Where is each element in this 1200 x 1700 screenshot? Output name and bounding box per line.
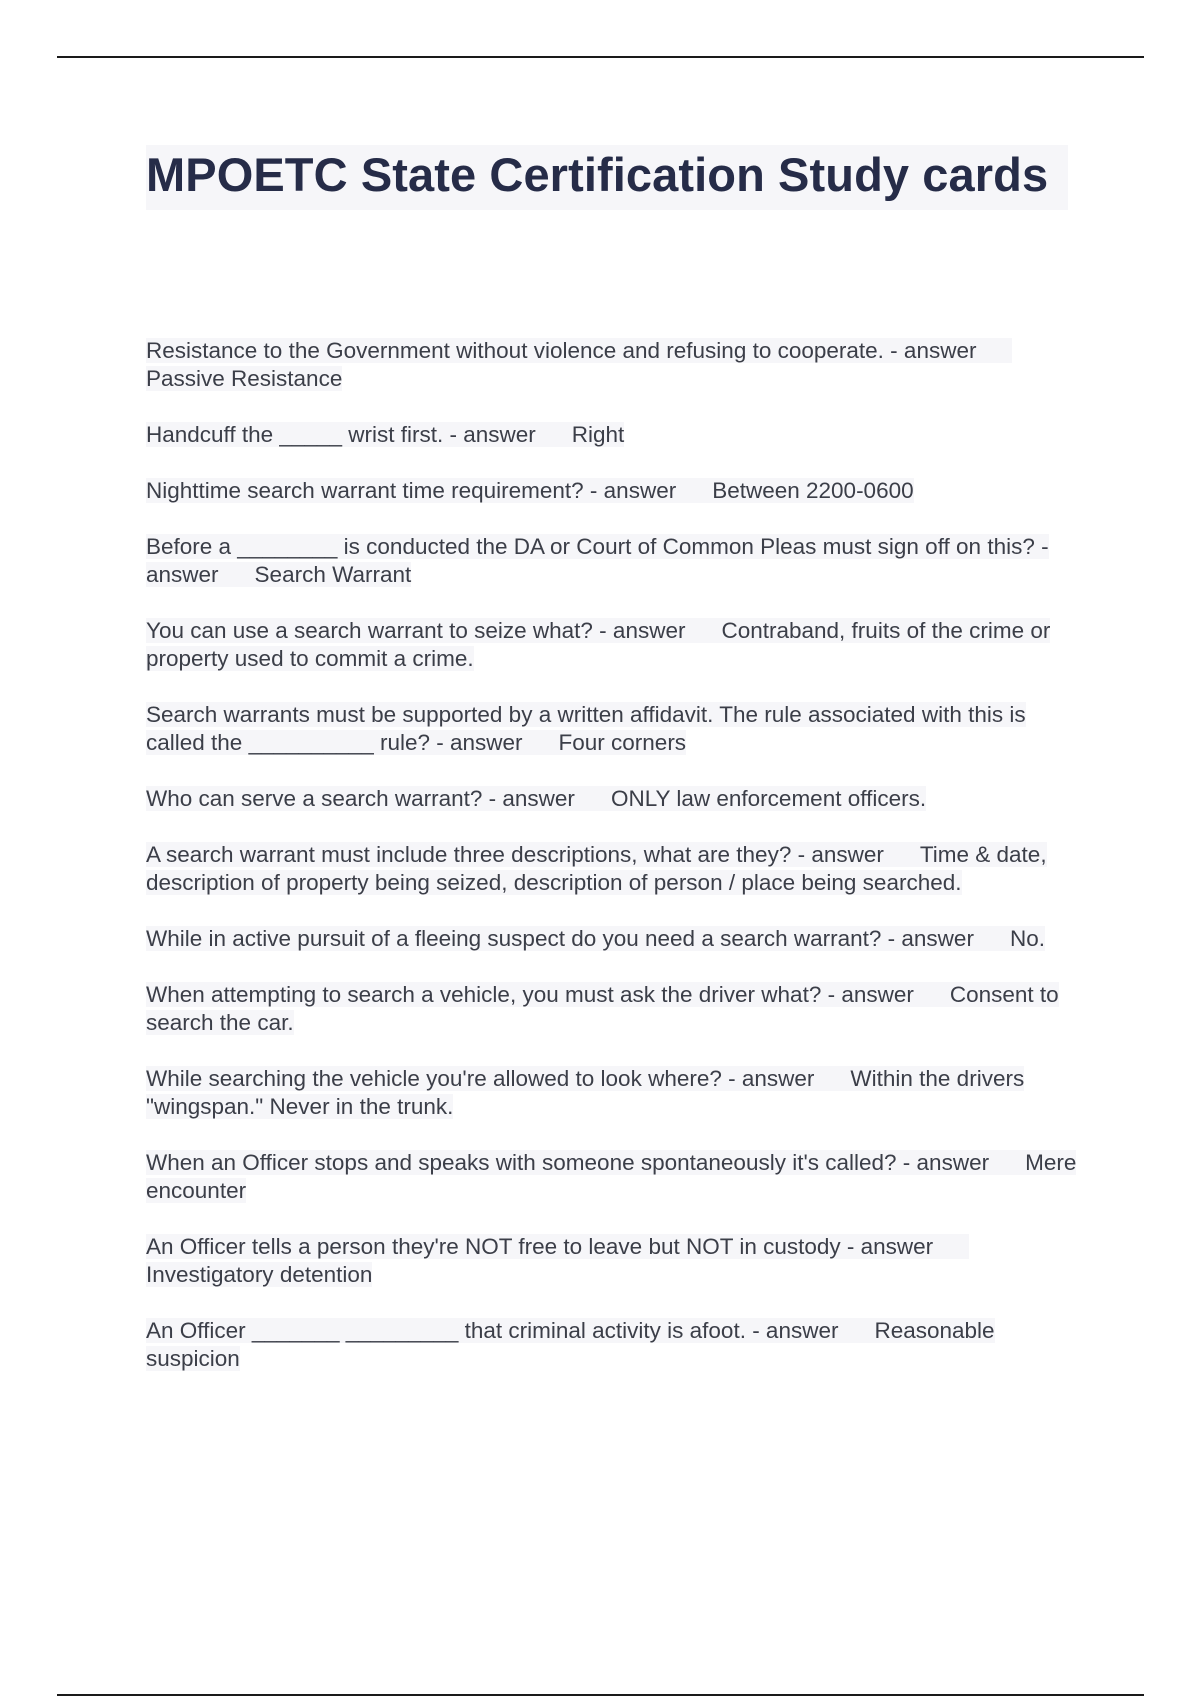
document-title: MPOETC State Certification Study cards xyxy=(146,145,1068,210)
card-answer: Four corners xyxy=(558,730,687,755)
card-answer: Search Warrant xyxy=(254,562,412,587)
study-card xyxy=(146,1233,1086,1289)
card-answer: Reasonable suspicion xyxy=(146,1318,995,1371)
card-question: When attempting to search a vehicle, you must ask the driver what? - answer xyxy=(146,982,914,1007)
study-card xyxy=(146,477,1086,505)
card-answer: No. xyxy=(1009,926,1045,951)
study-card xyxy=(146,421,1086,449)
card-answer: Contraband, fruits of the crime or property used to commit a crime. xyxy=(146,618,1051,671)
card-question: Nighttime search warrant time requirement? - answer xyxy=(146,478,677,503)
study-card xyxy=(146,841,1086,897)
card-answer: Consent to search the car. xyxy=(146,982,1059,1035)
card-answer: Investigatory detention xyxy=(146,1262,373,1287)
study-card xyxy=(146,785,1086,813)
study-cards xyxy=(146,337,1086,1401)
card-question: When an Officer stops and speaks with someone spontaneously it's called? - answer xyxy=(146,1150,990,1175)
card-question: While searching the vehicle you're allowed to look where? - answer xyxy=(146,1066,815,1091)
card-answer: Passive Resistance xyxy=(146,366,343,391)
study-card xyxy=(146,701,1086,757)
study-card xyxy=(146,1065,1086,1121)
card-answer: Between 2200-0600 xyxy=(712,478,914,503)
card-question: While in active pursuit of a fleeing suspect do you need a search warrant? - answer xyxy=(146,926,974,951)
card-question: Who can serve a search warrant? - answer xyxy=(146,786,575,811)
card-answer: ONLY law enforcement officers. xyxy=(610,786,927,811)
card-question: An Officer tells a person they're NOT free to leave but NOT in custody - answer xyxy=(146,1234,934,1259)
card-question: Handcuff the _____ wrist first. - answer xyxy=(146,422,536,447)
card-answer: Mere encounter xyxy=(146,1150,1077,1203)
card-question: An Officer _______ _________ that criminal activity is afoot. - answer xyxy=(146,1318,839,1343)
card-answer: Time & date, description of property being seized, description of person / place being searched. xyxy=(146,842,1047,895)
top-rule xyxy=(57,56,1144,58)
bottom-rule xyxy=(57,1694,1144,1696)
card-question: Resistance to the Government without violence and refusing to cooperate. - answer xyxy=(146,338,977,363)
study-card xyxy=(146,533,1086,589)
study-card xyxy=(146,981,1086,1037)
card-answer: Right xyxy=(571,422,625,447)
study-card xyxy=(146,1317,1086,1373)
card-question: You can use a search warrant to seize what? - answer xyxy=(146,618,686,643)
card-answer: Within the drivers "wingspan." Never in the trunk. xyxy=(146,1066,1025,1119)
card-question: Before a ________ is conducted the DA or Court of Common Pleas must sign off on this? - answer xyxy=(146,534,1049,587)
card-question: A search warrant must include three descriptions, what are they? - answer xyxy=(146,842,884,867)
study-card xyxy=(146,337,1086,393)
study-card xyxy=(146,925,1086,953)
study-card xyxy=(146,1149,1086,1205)
card-question: Search warrants must be supported by a written affidavit. The rule associated with this is called the __________ rule? - answer xyxy=(146,702,1026,755)
study-card xyxy=(146,617,1086,673)
